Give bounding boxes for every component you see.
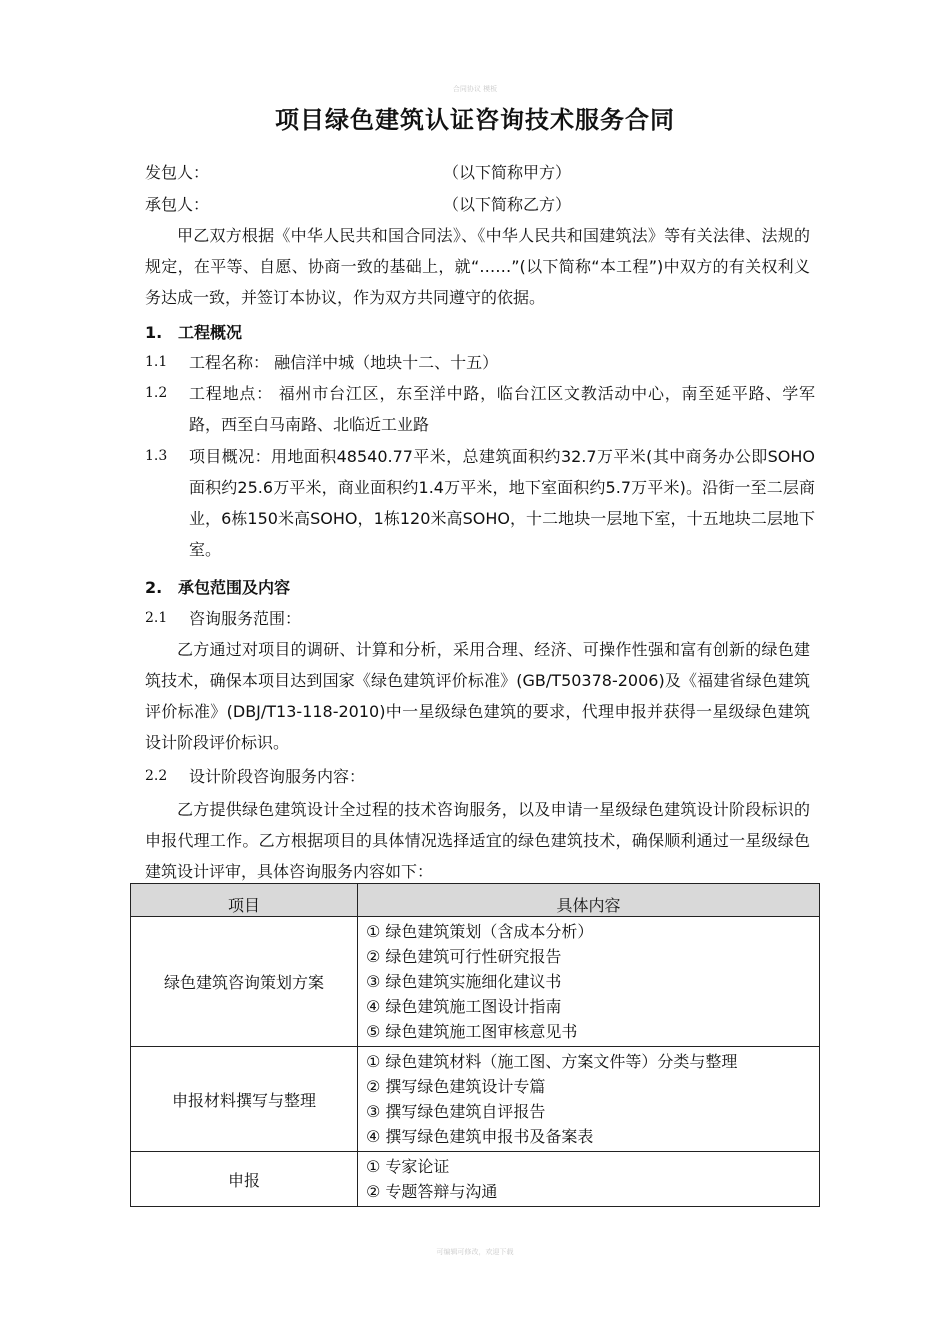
clause-text: 设计阶段咨询服务内容： <box>189 767 366 786</box>
row-content-list <box>358 1152 820 1207</box>
list-item: ③ 绿色建筑实施细化建议书 <box>366 972 562 991</box>
column-header-item: 项目 <box>131 884 358 917</box>
table-header-row <box>131 884 820 917</box>
row-category: 申报 <box>131 1152 358 1207</box>
clause-1-3 <box>145 441 815 565</box>
design-service-paragraph: 乙方提供绿色建筑设计全过程的技术咨询服务，以及申请一星级绿色建筑设计阶段标识的申报代理工作。乙方根据项目的具体情况选择适宜的绿色建筑技术，确保顺利通过一星级绿色建筑设计评审，具体咨询服务内容如下： <box>145 800 810 881</box>
party-label: 发包人： <box>145 163 210 182</box>
party-alias: （以下简称甲方） <box>443 163 572 182</box>
clause-number: 1.3 <box>145 448 168 464</box>
row-category: 申报材料撰写与整理 <box>131 1047 358 1152</box>
list-item: ④ 绿色建筑施工图设计指南 <box>366 997 562 1016</box>
list-item: ② 撰写绿色建筑设计专篇 <box>366 1077 546 1096</box>
clause-1-2 <box>145 378 815 440</box>
list-item: ② 绿色建筑可行性研究报告 <box>366 947 562 966</box>
row-content-list <box>358 917 820 1047</box>
clause-text: 咨询服务范围： <box>189 609 302 628</box>
clause-text: 项目概况：用地面积48540.77平米，总建筑面积约32.7万平米(其中商务办公即SOHO面积约25.6万平米，商业面积约1.4万平米，地下室面积约5.7万平米)。沿街一至二层商业，6栋150米高SOHO，1栋120米高SOHO，十二地块一层地下室，十五地块二层地下室。 <box>189 447 815 559</box>
section-heading-2 <box>145 575 290 598</box>
party-alias: （以下简称乙方） <box>443 195 572 214</box>
table-row <box>131 917 820 1047</box>
clause-number: 2.1 <box>145 610 168 626</box>
section-number: 2. <box>145 578 163 597</box>
row-category: 绿色建筑咨询策划方案 <box>131 917 358 1047</box>
clause-1-1 <box>145 347 815 378</box>
party-label: 承包人： <box>145 195 210 214</box>
list-item: ③ 撰写绿色建筑自评报告 <box>366 1102 546 1121</box>
footer-watermark: 可编辑可修改，欢迎下载 <box>436 1248 514 1256</box>
clause-number: 1.2 <box>145 385 168 401</box>
document-title: 项目绿色建筑认证咨询技术服务合同 <box>275 106 675 134</box>
column-header-content: 具体内容 <box>358 884 820 917</box>
table-row <box>131 1047 820 1152</box>
clause-number: 1.1 <box>145 354 168 370</box>
list-item: ① 绿色建筑策划（含成本分析） <box>366 922 594 941</box>
clause-text: 工程名称： 融信洋中城（地块十二、十五） <box>189 353 499 372</box>
party-employer <box>145 160 571 183</box>
list-item: ① 绿色建筑材料（施工图、方案文件等）分类与整理 <box>366 1052 738 1071</box>
clause-number: 2.2 <box>145 768 168 784</box>
clause-2-2 <box>145 761 815 792</box>
list-item: ⑤ 绿色建筑施工图审核意见书 <box>366 1022 578 1041</box>
service-content-table <box>130 883 820 1207</box>
section-number: 1. <box>145 323 163 342</box>
list-item: ① 专家论证 <box>366 1157 450 1176</box>
table-row <box>131 1152 820 1207</box>
party-contractor <box>145 192 571 215</box>
section-heading-1 <box>145 320 242 343</box>
clause-2-1 <box>145 603 815 634</box>
clause-text: 工程地点： 福州市台江区，东至洋中路，临台江区文教活动中心，南至延平路、学军路，西至白马南路、北临近工业路 <box>189 384 815 434</box>
list-item: ② 专题答辩与沟通 <box>366 1182 498 1201</box>
row-content-list <box>358 1047 820 1152</box>
section-title: 承包范围及内容 <box>178 578 291 597</box>
section-title: 工程概况 <box>178 323 243 342</box>
list-item: ④ 撰写绿色建筑申报书及备案表 <box>366 1127 594 1146</box>
intro-paragraph: 甲乙双方根据《中华人民共和国合同法》、《中华人民共和国建筑法》等有关法律、法规的规定，在平等、自愿、协商一致的基础上，就“……”(以下简称“本工程”)中双方的有关权利义务达成一致，并签订本协议，作为双方共同遵守的依据。 <box>145 226 810 307</box>
scope-paragraph: 乙方通过对项目的调研、计算和分析，采用合理、经济、可操作性强和富有创新的绿色建筑技术，确保本项目达到国家《绿色建筑评价标准》(GB/T50378-2006)及《福建省绿色建筑评价标准》(DBJ/T13-118-2010)中一星级绿色建筑的要求，代理申报并获得一星级绿色建筑设计阶段评价标识。 <box>145 640 810 752</box>
header-watermark: 合同协议 模板 <box>452 85 498 93</box>
